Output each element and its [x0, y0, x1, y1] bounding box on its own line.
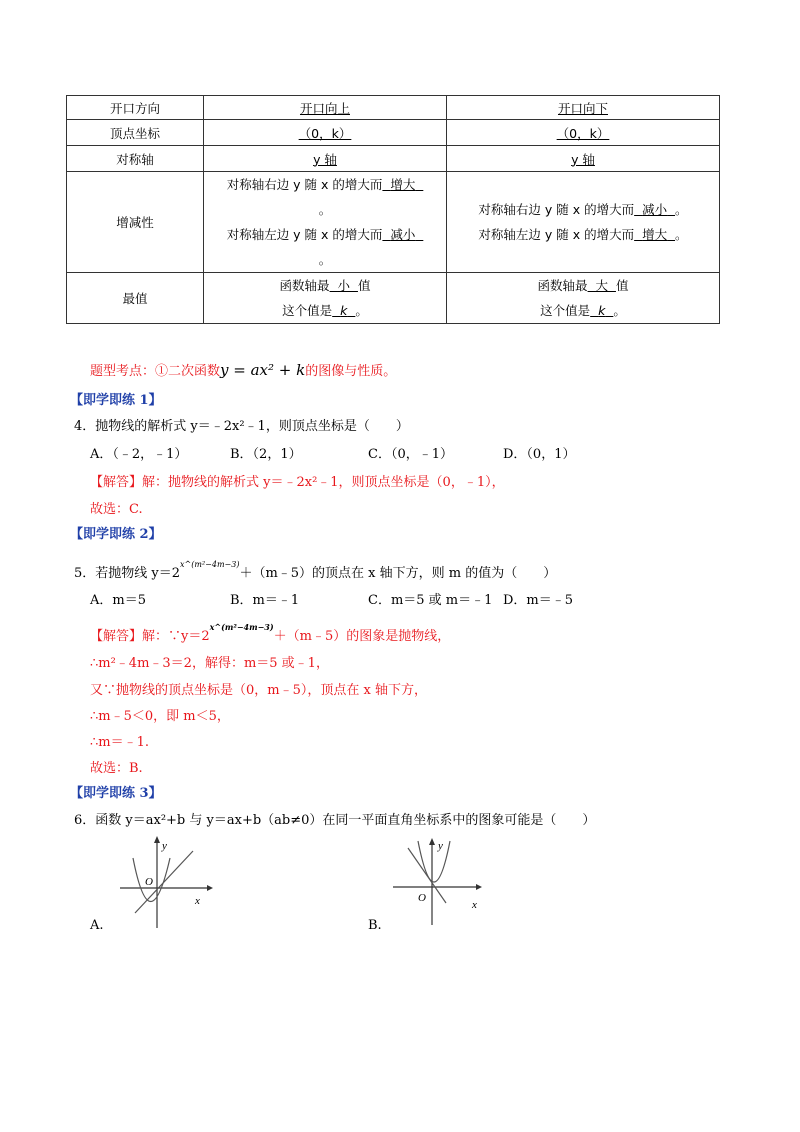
question-5: 5．若抛物线 $y=2^{x\^{}(m^2-4m-3)}+(m﹣5)$的顶点在 x 轴下方，则 m 的值为（ ） — [74, 560, 557, 581]
answer-blank: 小 — [337, 278, 350, 293]
answer-blank: 增大 — [390, 177, 416, 192]
question-4: 4．抛物线的解析式 y＝﹣2x²﹣1，则顶点坐标是（ ） — [74, 419, 409, 434]
table-row — [67, 146, 720, 172]
origin-label: O — [418, 892, 426, 904]
solution-line: ∴m＝﹣1. — [90, 735, 150, 750]
option-b: B．（2，1） — [230, 447, 302, 462]
topic-line: 题型考点：①二次函数y = ax² + k的图像与性质。 — [90, 361, 397, 379]
solution-line: 【解答】解：$\because y=2^{x\^{}(m^2-4m-3)}+(m﹣5)$的图象是抛物线， — [90, 622, 451, 644]
option-b: B. — [368, 918, 382, 933]
table-row — [67, 96, 720, 120]
option-c: C．（0，﹣1） — [368, 447, 453, 462]
question-6: 6．函数 y＝ax²+b 与 y＝ax+b（ab≠0）在同一平面直角坐标系中的图象可能是（ ） — [74, 813, 596, 828]
formula: y = ax² + k — [220, 361, 306, 379]
y-label: y — [438, 840, 443, 852]
exponent: x^(m²−4m−3) — [209, 622, 274, 632]
answer-blank: k — [598, 303, 606, 318]
y-axis-arrow — [154, 836, 160, 843]
option-a: A．（﹣2，﹣1） — [90, 447, 188, 462]
x-label: x — [472, 899, 477, 911]
answer-blank: （0，k） — [298, 125, 352, 141]
answer-choice: 故选：C. — [90, 502, 143, 517]
answer-blank: y 轴 — [313, 151, 337, 167]
answer-blank: 开口向下 — [557, 100, 608, 116]
parabola — [418, 841, 450, 882]
practice-header-1: 【即学即练 1】 — [70, 393, 162, 408]
row-label: 顶点坐标 — [67, 120, 204, 146]
answer-blank: 减小 — [642, 202, 668, 217]
line — [135, 851, 193, 913]
practice-header-2: 【即学即练 2】 — [70, 527, 162, 542]
row-label: 增减性 — [67, 172, 204, 273]
y-label: y — [162, 840, 167, 852]
properties-table — [66, 95, 720, 324]
option-b: B．m＝﹣1 — [230, 593, 300, 608]
table-row: 最值 函数轴最 小 值 这个值是 k 。 函数轴最 大 值 这个值是 k 。 — [67, 273, 720, 324]
x-axis-arrow — [207, 885, 213, 891]
answer-blank: 增大 — [642, 227, 668, 242]
answer-blank: y 轴 — [571, 151, 595, 167]
option-d: D．（0，1） — [503, 447, 576, 462]
graph-a — [115, 833, 215, 933]
option-a: A．m＝5 — [90, 593, 146, 608]
answer-choice: 故选：B. — [90, 761, 143, 776]
table-row: 增减性 对称轴右边 y 随 x 的增大而 增大 。 对称轴左边 y 随 x 的增大而 减小 。 对称轴右边 y 随 x 的增大而 减小 。 对称轴左边 y 随 x 的增大而 增大 。 — [67, 172, 720, 273]
option-d: D．m＝﹣5 — [503, 593, 574, 608]
answer-blank: （0，k） — [556, 125, 610, 141]
answer-blank: 减小 — [390, 227, 416, 242]
answer-blank: k — [340, 303, 348, 318]
origin-label: O — [145, 876, 153, 888]
x-axis-arrow — [476, 884, 482, 890]
row-label: 最值 — [67, 273, 204, 324]
row-label: 对称轴 — [67, 146, 204, 172]
exponent: x^(m²−4m−3) — [180, 560, 240, 569]
answer-blank: 开口向上 — [299, 100, 350, 116]
answer-text: 【解答】解：抛物线的解析式 y＝﹣2x²﹣1，则顶点坐标是（0，﹣1）， — [90, 475, 505, 490]
x-label: x — [195, 895, 200, 907]
y-axis-arrow — [429, 838, 435, 845]
solution-line: 又∵抛物线的顶点坐标是（0，m﹣5），顶点在 x 轴下方， — [90, 683, 427, 698]
solution-line: ∴m﹣5＜0，即 m＜5， — [90, 709, 230, 724]
option-c: C．m＝5 或 m＝﹣1 — [368, 593, 493, 608]
practice-header-3: 【即学即练 3】 — [70, 786, 162, 801]
option-a: A. — [90, 918, 104, 933]
graph-b — [388, 833, 488, 933]
table-row — [67, 120, 720, 146]
solution-line: ∴m²﹣4m﹣3＝2，解得：m＝5 或﹣1， — [90, 656, 329, 671]
row-label: 开口方向 — [67, 96, 204, 120]
answer-blank: 大 — [595, 278, 608, 293]
